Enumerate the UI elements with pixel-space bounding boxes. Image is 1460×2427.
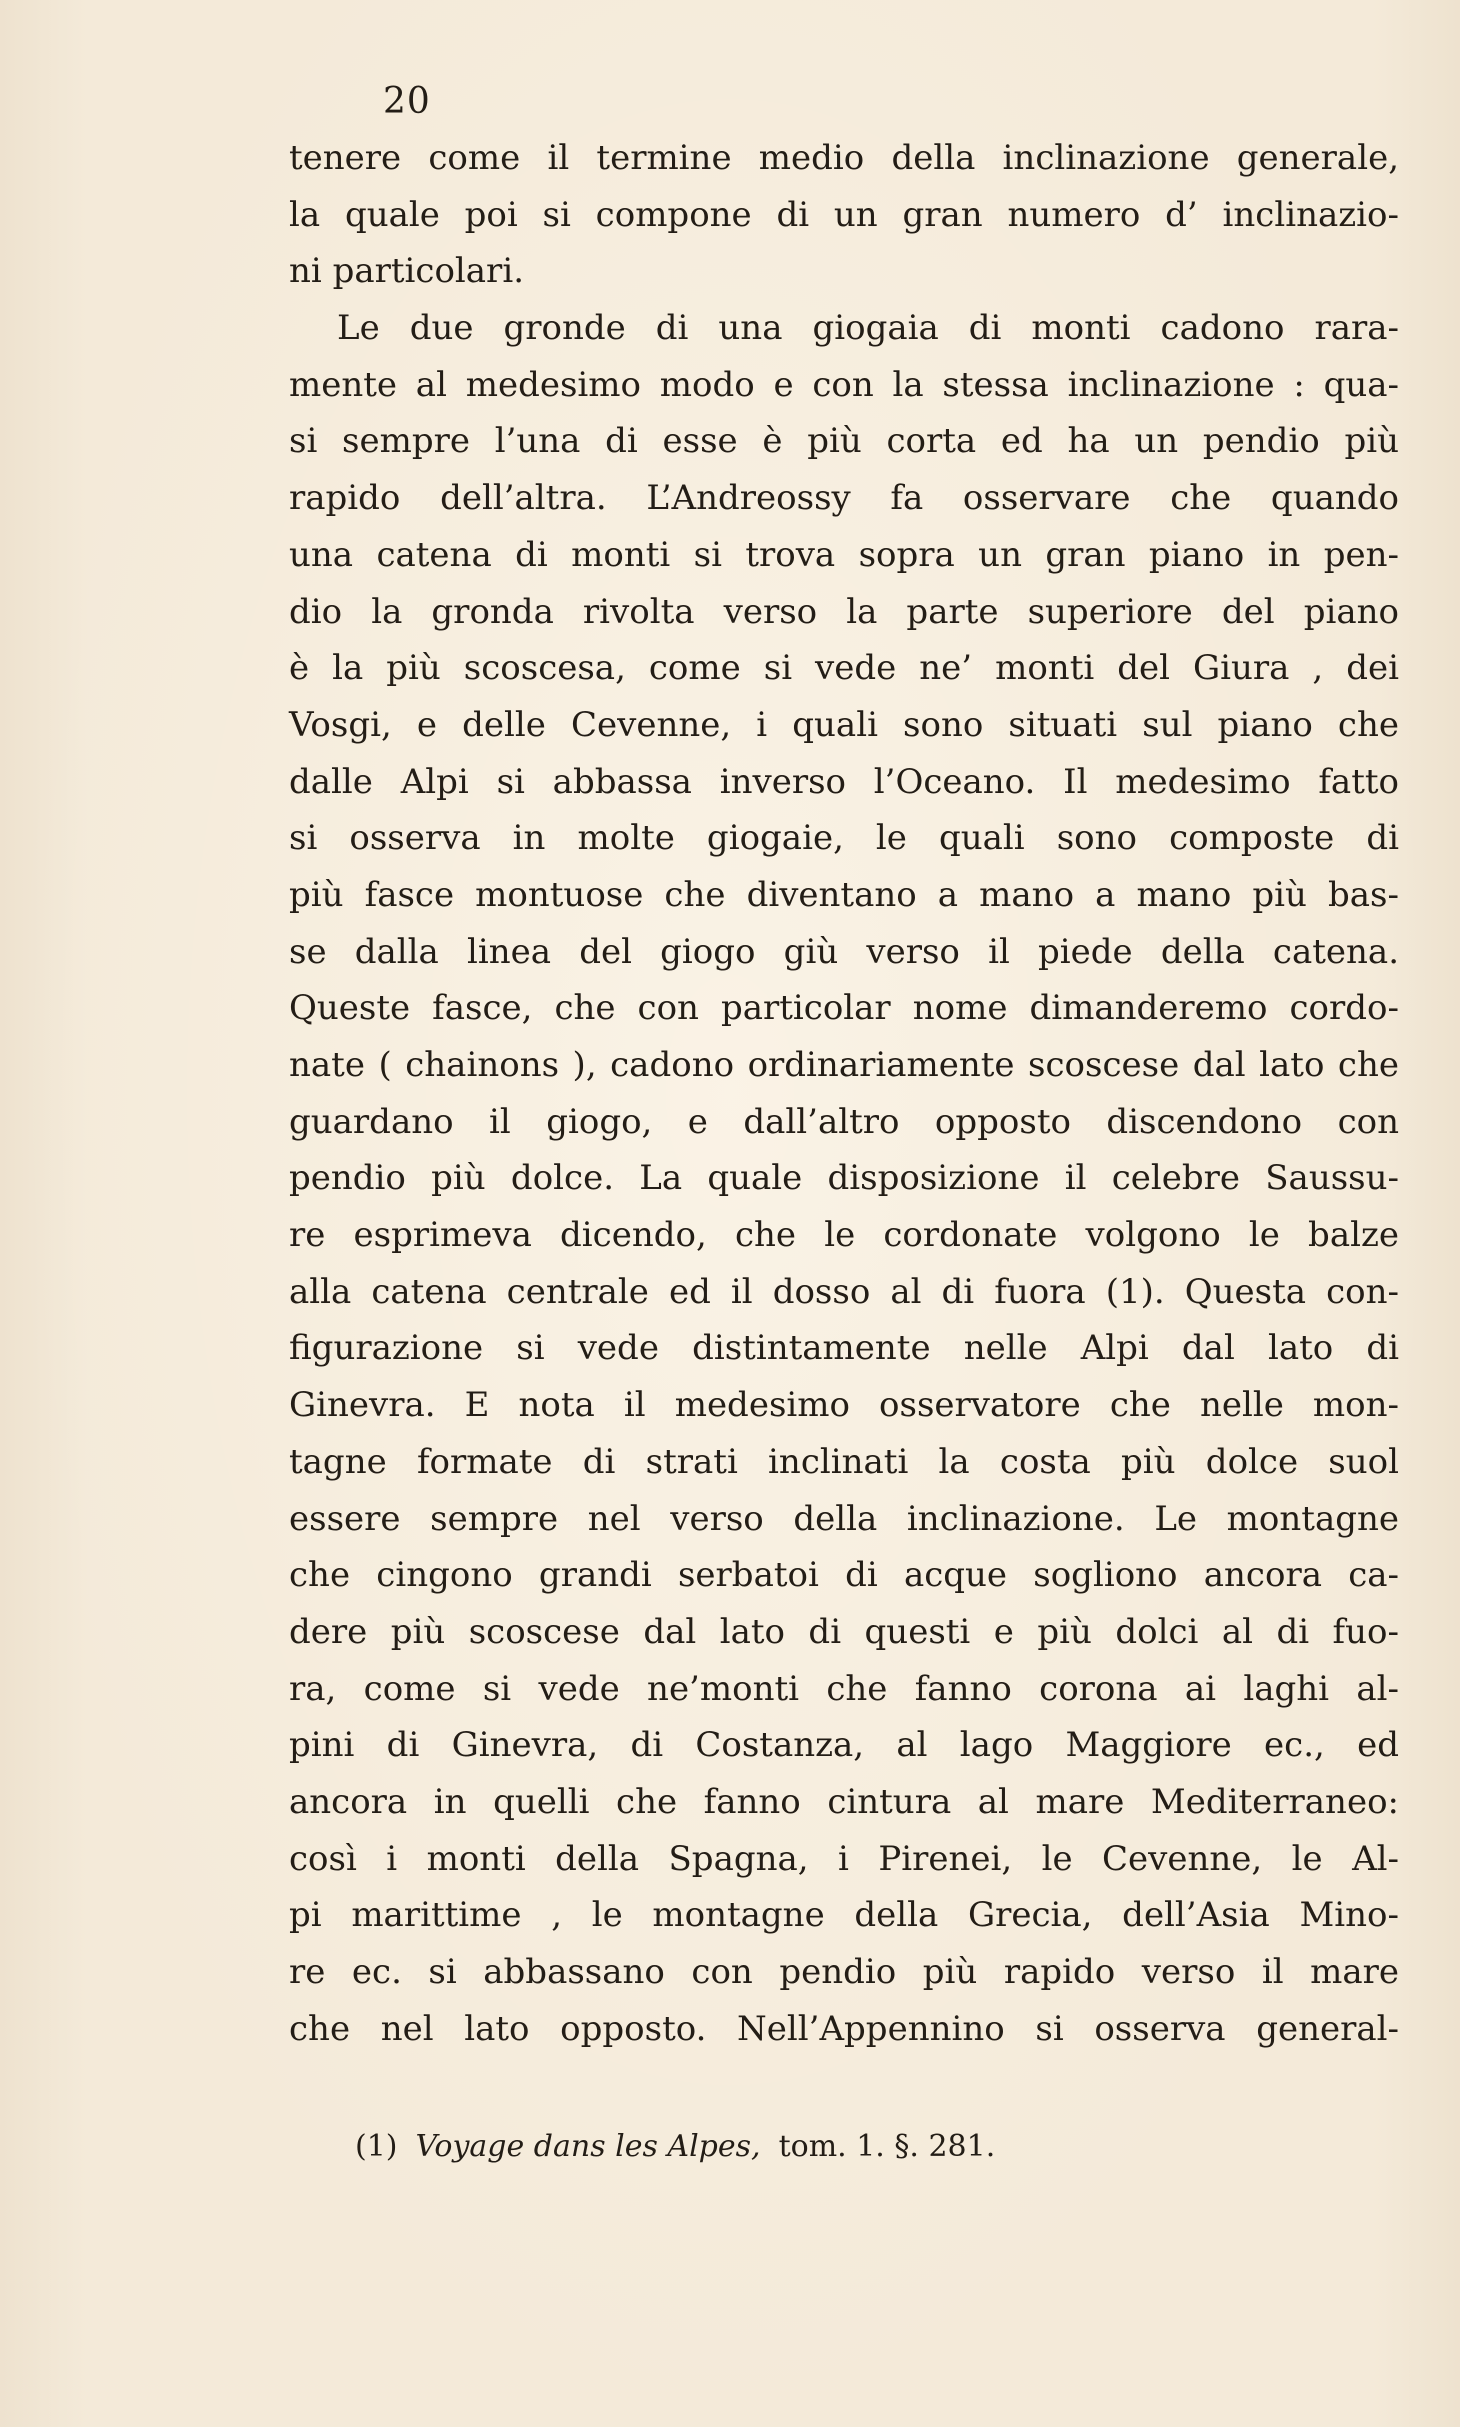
text-line: Ginevra. E nota il medesimo osservatore che nelle mon- <box>289 1385 1399 1426</box>
text-line: una catena di monti si trova sopra un gran piano in pen- <box>289 534 1399 575</box>
text-line: guardano il giogo, e dall’altro opposto discendono con <box>289 1101 1399 1142</box>
text-line: più fasce montuose che diventano a mano a mano più bas- <box>289 874 1399 915</box>
footnote <box>355 2127 995 2167</box>
text-line: re ec. si abbassano con pendio più rapido verso il mare <box>289 1952 1399 1992</box>
text-line: pendio più dolce. La quale disposizione il celebre Saussu- <box>289 1158 1399 1199</box>
text-line: tagne formate di strati inclinati la costa più dolce suol <box>289 1441 1399 1482</box>
text-line: se dalla linea del giogo giù verso il piede della catena. <box>289 931 1399 972</box>
footnote-marker: (1) <box>355 2129 398 2164</box>
text-line: nate ( chainons ), cadono ordinariamente scoscese dal lato che <box>289 1045 1399 1085</box>
text-line: dalle Alpi si abbassa inverso l’Oceano. Il medesimo fatto <box>289 761 1399 802</box>
text-line: alla catena centrale ed il dosso al di fuora (1). Questa con- <box>289 1271 1399 1312</box>
text-line: rapido dell’altra. L’Andreossy fa osservare che quando <box>289 478 1399 519</box>
text-line: pini di Ginevra, di Costanza, al lago Maggiore ec., ed <box>289 1725 1399 1766</box>
text-line: essere sempre nel verso della inclinazione. Le montagne <box>289 1498 1399 1539</box>
text-line: la quale poi si compone di un gran numero d’ inclinazio- <box>289 194 1399 235</box>
text-line: Vosgi, e delle Cevenne, i quali sono situati sul piano che <box>289 704 1399 745</box>
text-line: pi marittime , le montagne della Grecia, dell’Asia Mino- <box>289 1895 1399 1936</box>
text-line: così i monti della Spagna, i Pirenei, le Cevenne, le Al- <box>289 1838 1399 1879</box>
text-line: ni particolari. <box>289 251 524 292</box>
text-line: dere più scoscese dal lato di questi e più dolci al di fuo- <box>289 1611 1399 1652</box>
page-number: 20 <box>383 81 431 122</box>
text-line: Le due gronde di una giogaia di monti cadono rara- <box>337 308 1399 349</box>
text-line: si osserva in molte giogaie, le quali sono composte di <box>289 818 1399 859</box>
text-line: re esprimeva dicendo, che le cordonate volgono le balze <box>289 1215 1399 1256</box>
footnote-title: Voyage dans les Alpes, <box>415 2129 761 2164</box>
text-line: si sempre l’una di esse è più corta ed ha un pendio più <box>289 421 1399 462</box>
text-line: dio la gronda rivolta verso la parte superiore del piano <box>289 591 1399 632</box>
footnote-reference: tom. 1. §. 281. <box>778 2129 996 2164</box>
text-line: che cingono grandi serbatoi di acque sogliono ancora ca- <box>289 1555 1399 1596</box>
text-line: tenere come il termine medio della inclinazione generale, <box>289 138 1399 178</box>
text-line: che nel lato opposto. Nell’Appennino si osserva general- <box>289 2008 1399 2049</box>
text-line: ancora in quelli che fanno cintura al mare Mediterraneo: <box>289 1781 1399 1822</box>
text-line: figurazione si vede distintamente nelle Alpi dal lato di <box>289 1328 1399 1369</box>
text-line: è la più scoscesa, come si vede ne’ monti del Giura , dei <box>289 648 1399 689</box>
text-line: ra, come si vede ne’monti che fanno corona ai laghi al- <box>289 1668 1399 1709</box>
body-text <box>289 130 1399 2057</box>
text-line: mente al medesimo modo e con la stessa inclinazione : qua- <box>289 364 1399 405</box>
text-line: Queste fasce, che con particolar nome dimanderemo cordo- <box>289 988 1399 1029</box>
